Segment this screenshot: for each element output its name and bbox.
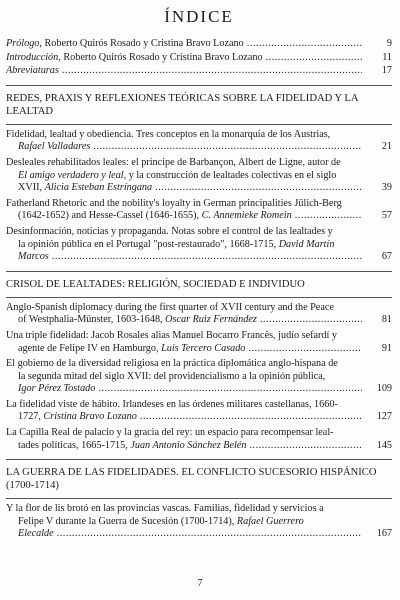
page-number: 91 — [381, 342, 392, 354]
toc-entry[interactable]: Desleales rehabilitados leales: el príncipe de Barbançon, Albert de Ligne, autor de El amigo verdadero y leal, y la construcción de lealtades colectivas en el siglo XVII, Alicia Esteban Estríngana ..... 39 — [6, 157, 392, 195]
page-number: 81 — [381, 314, 392, 326]
section-divider — [6, 85, 392, 86]
section-1-entries — [6, 129, 392, 264]
section-3-entries — [6, 503, 392, 541]
page-number: 9 — [386, 38, 392, 49]
toc-entry[interactable]: El gobierno de la diversidad religiosa en la práctica diplomática anglo-hispana de la segunda mitad del siglo XVII: del providencialismo a la opinión pública, Igor Pérez Tostado ..... 109 — [6, 358, 392, 396]
page-title: ÍNDICE — [164, 7, 234, 26]
page-number: 167 — [376, 528, 392, 540]
page-number: 109 — [376, 383, 392, 395]
toc-entry[interactable]: Y la flor de lis brotó en las provincias vascas. Familias, fidelidad y servicios a Felipe V durante la Guerra de Sucesión (1700-1714), Rafael Guerrero Elecalde ..... 167 — [6, 503, 392, 541]
toc-entry-abreviaturas[interactable]: Abreviaturas ..... 17 — [6, 65, 392, 78]
section-2-entries — [6, 302, 392, 453]
section-divider — [6, 498, 392, 499]
section-heading: LA GUERRA DE LAS FIDELIDADES. EL CONFLICTO SUCESORIO HISPÁNICO (1700-1714) — [6, 467, 377, 492]
section-divider — [6, 124, 392, 125]
front-matter — [6, 38, 392, 78]
toc-entry[interactable]: Una triple fidelidad: Jacob Rosales alias Manuel Bocarro Francês, judío sefardí y agente de Felipe IV en Hamburgo, Luis Tercero Casado ..... 91 — [6, 330, 392, 355]
toc-entry-introduccion[interactable]: Introducción, Roberto Quirós Rosado y Cristina Bravo Lozano ..... 11 — [6, 52, 392, 65]
toc-entry[interactable]: La fidelidad viste de hábito. Irlandeses en las órdenes militares castellanas, 1660- 1727, Cristina Bravo Lozano ..... 127 — [6, 399, 392, 424]
toc-entry-prologo[interactable]: Prólogo, Roberto Quirós Rosado y Cristina Bravo Lozano ..... 9 — [6, 38, 392, 51]
page-number: 39 — [381, 182, 392, 194]
section-heading: REDES, PRAXIS Y REFLEXIONES TEÓRICAS SOBRE LA FIDELIDAD Y LA LEALTAD — [6, 92, 358, 117]
page-number: 11 — [382, 51, 392, 63]
page-number: 67 — [381, 251, 392, 263]
index-page — [6, 0, 392, 541]
page-number: 145 — [376, 439, 392, 451]
section-divider — [6, 297, 392, 298]
page-number: 21 — [381, 141, 392, 153]
section-divider — [6, 459, 392, 460]
toc-entry[interactable]: La Capilla Real de palacio y la gracia del rey: un espacio para recompensar leal- tades políticas, 1665-1715, Juan Antonio Sánchez Belén ..... 145 — [6, 427, 392, 452]
page-number: 127 — [376, 411, 392, 423]
toc-entry[interactable]: Fidelidad, lealtad y obediencia. Tres conceptos en la monarquía de los Austrias, Rafael Valladares ..... 21 — [6, 129, 392, 154]
toc-entry[interactable]: Fatherland Rhetoric and the nobility's loyalty in German principalities Jülich-Berg (1642-1652) and Hesse-Cassel (1646-1655), C. Annemieke Romein ..... 57 — [6, 198, 392, 223]
page-folio: 7 — [197, 578, 203, 589]
toc-entry[interactable]: Desinformación, noticias y propaganda. Notas sobre el control de las lealtades y la opinión pública en el Portugal "post-restaurado", 1668-1715, David Martín Marcos ..... 67 — [6, 226, 392, 264]
section-heading: CRISOL DE LEALTADES: RELIGIÓN, SOCIEDAD E INDIVIDUO — [6, 278, 305, 290]
page-number: 57 — [381, 210, 392, 222]
toc-entry[interactable]: Anglo-Spanish diplomacy during the first quarter of XVII century and the Peace of Westphalia-Münster, 1603-1648, Óscar Ruiz Fernández ..... 81 — [6, 302, 392, 327]
page-number: 17 — [381, 65, 392, 77]
section-divider — [6, 271, 392, 272]
